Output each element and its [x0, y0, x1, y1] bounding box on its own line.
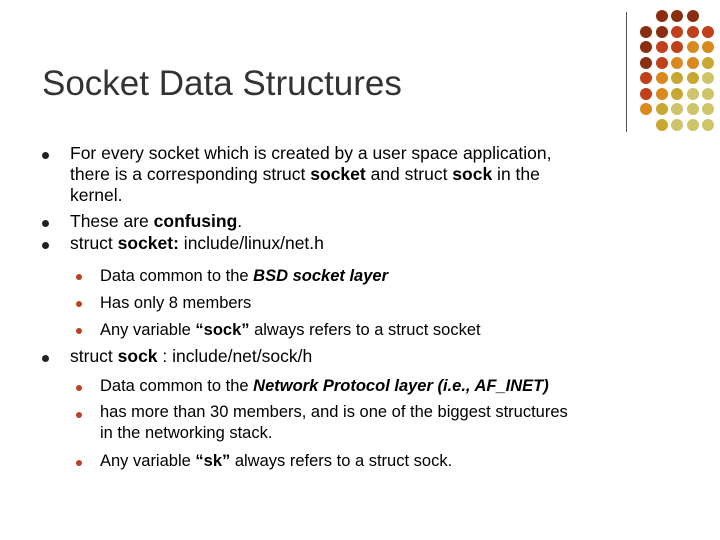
sub-bullet-marker [76, 301, 82, 307]
decor-dot [656, 119, 668, 131]
decor-dot [687, 57, 699, 69]
bullet-text: has more than 30 members, and is one of the biggest structures [100, 403, 568, 421]
bullet-text: These are [70, 211, 154, 231]
bullet-text: Data common to the [100, 377, 254, 395]
bullet-text: : include/net/sock/h [157, 346, 313, 366]
sub-bullet-marker [76, 412, 82, 418]
bullet-text: include/linux/net.h [178, 233, 324, 253]
decor-dot [671, 119, 683, 131]
decor-dot [640, 88, 652, 100]
bullet-text-bold: confusing [153, 211, 238, 231]
decor-dot [687, 41, 699, 53]
bullet-text: in the [492, 164, 540, 184]
sub-bullet-item [100, 293, 690, 314]
decor-dot [656, 103, 668, 115]
bullet-item [70, 346, 670, 367]
sub-bullet-marker [76, 385, 82, 391]
decor-dot [640, 103, 652, 115]
bullet-marker [42, 242, 49, 249]
decor-dot [687, 10, 699, 22]
sub-bullet-marker [76, 274, 82, 280]
bullet-marker [42, 355, 49, 362]
decor-dot [687, 103, 699, 115]
bullet-text-bold: “sock” [195, 321, 250, 339]
decor-dot [687, 119, 699, 131]
bullet-text: always refers to a struct sock. [230, 452, 453, 470]
decor-dot [671, 88, 683, 100]
bullet-marker [42, 220, 49, 227]
bullet-text-bold: sock [117, 346, 158, 366]
decor-dot [640, 72, 652, 84]
decor-dot [687, 88, 699, 100]
bullet-text-bold-italic: BSD socket layer [253, 267, 388, 285]
bullet-item [70, 211, 670, 232]
decor-dot [656, 88, 668, 100]
bullet-text: . [237, 211, 243, 231]
bullet-marker [42, 152, 49, 159]
decor-dot [656, 57, 668, 69]
sub-bullet-item [100, 266, 690, 287]
bullet-text: kernel. [70, 185, 123, 205]
decor-dot [702, 57, 714, 69]
title-divider [626, 12, 627, 132]
slide-title: Socket Data Structures [42, 64, 402, 103]
decor-dot [640, 41, 652, 53]
bullet-text: always refers to a struct socket [249, 321, 481, 339]
bullet-text: in the networking stack. [100, 424, 273, 442]
decor-dot [687, 72, 699, 84]
decor-dot [671, 26, 683, 38]
bullet-text-bold-italic: Network Protocol layer (i.e., AF_INET) [253, 377, 549, 395]
decor-dot [702, 103, 714, 115]
bullet-text-bold: socket [310, 164, 366, 184]
bullet-text: and struct [365, 164, 453, 184]
bullet-text: Data common to the [100, 267, 254, 285]
decor-dot [656, 26, 668, 38]
sub-bullet-marker [76, 460, 82, 466]
decor-dot [656, 10, 668, 22]
bullet-item [70, 233, 670, 254]
decor-dot [702, 119, 714, 131]
decor-dot [656, 72, 668, 84]
bullet-text: Any variable [100, 452, 196, 470]
decor-dot [671, 41, 683, 53]
decor-dot [702, 72, 714, 84]
bullet-item [70, 143, 670, 206]
sub-bullet-item [100, 376, 690, 397]
bullet-text: there is a corresponding struct [70, 164, 311, 184]
bullet-text-bold: sock [452, 164, 493, 184]
bullet-text: struct [70, 233, 118, 253]
sub-bullet-item [100, 320, 690, 341]
bullet-text-bold: “sk” [195, 452, 231, 470]
decor-dot [687, 26, 699, 38]
bullet-text: Any variable [100, 321, 196, 339]
decor-dot [640, 57, 652, 69]
bullet-text: struct [70, 346, 118, 366]
decor-dot [671, 10, 683, 22]
bullet-text: Has only 8 members [100, 294, 252, 312]
decor-dot [702, 88, 714, 100]
decor-dot [671, 103, 683, 115]
decor-dot [671, 72, 683, 84]
decor-dot [702, 41, 714, 53]
bullet-text-bold: socket: [117, 233, 179, 253]
decor-dot [671, 57, 683, 69]
sub-bullet-item [100, 451, 690, 472]
decor-dot [656, 41, 668, 53]
sub-bullet-marker [76, 328, 82, 334]
decor-dot [702, 26, 714, 38]
bullet-text: For every socket which is created by a user space application, [70, 143, 552, 163]
decor-dot [640, 26, 652, 38]
sub-bullet-item [100, 402, 690, 444]
